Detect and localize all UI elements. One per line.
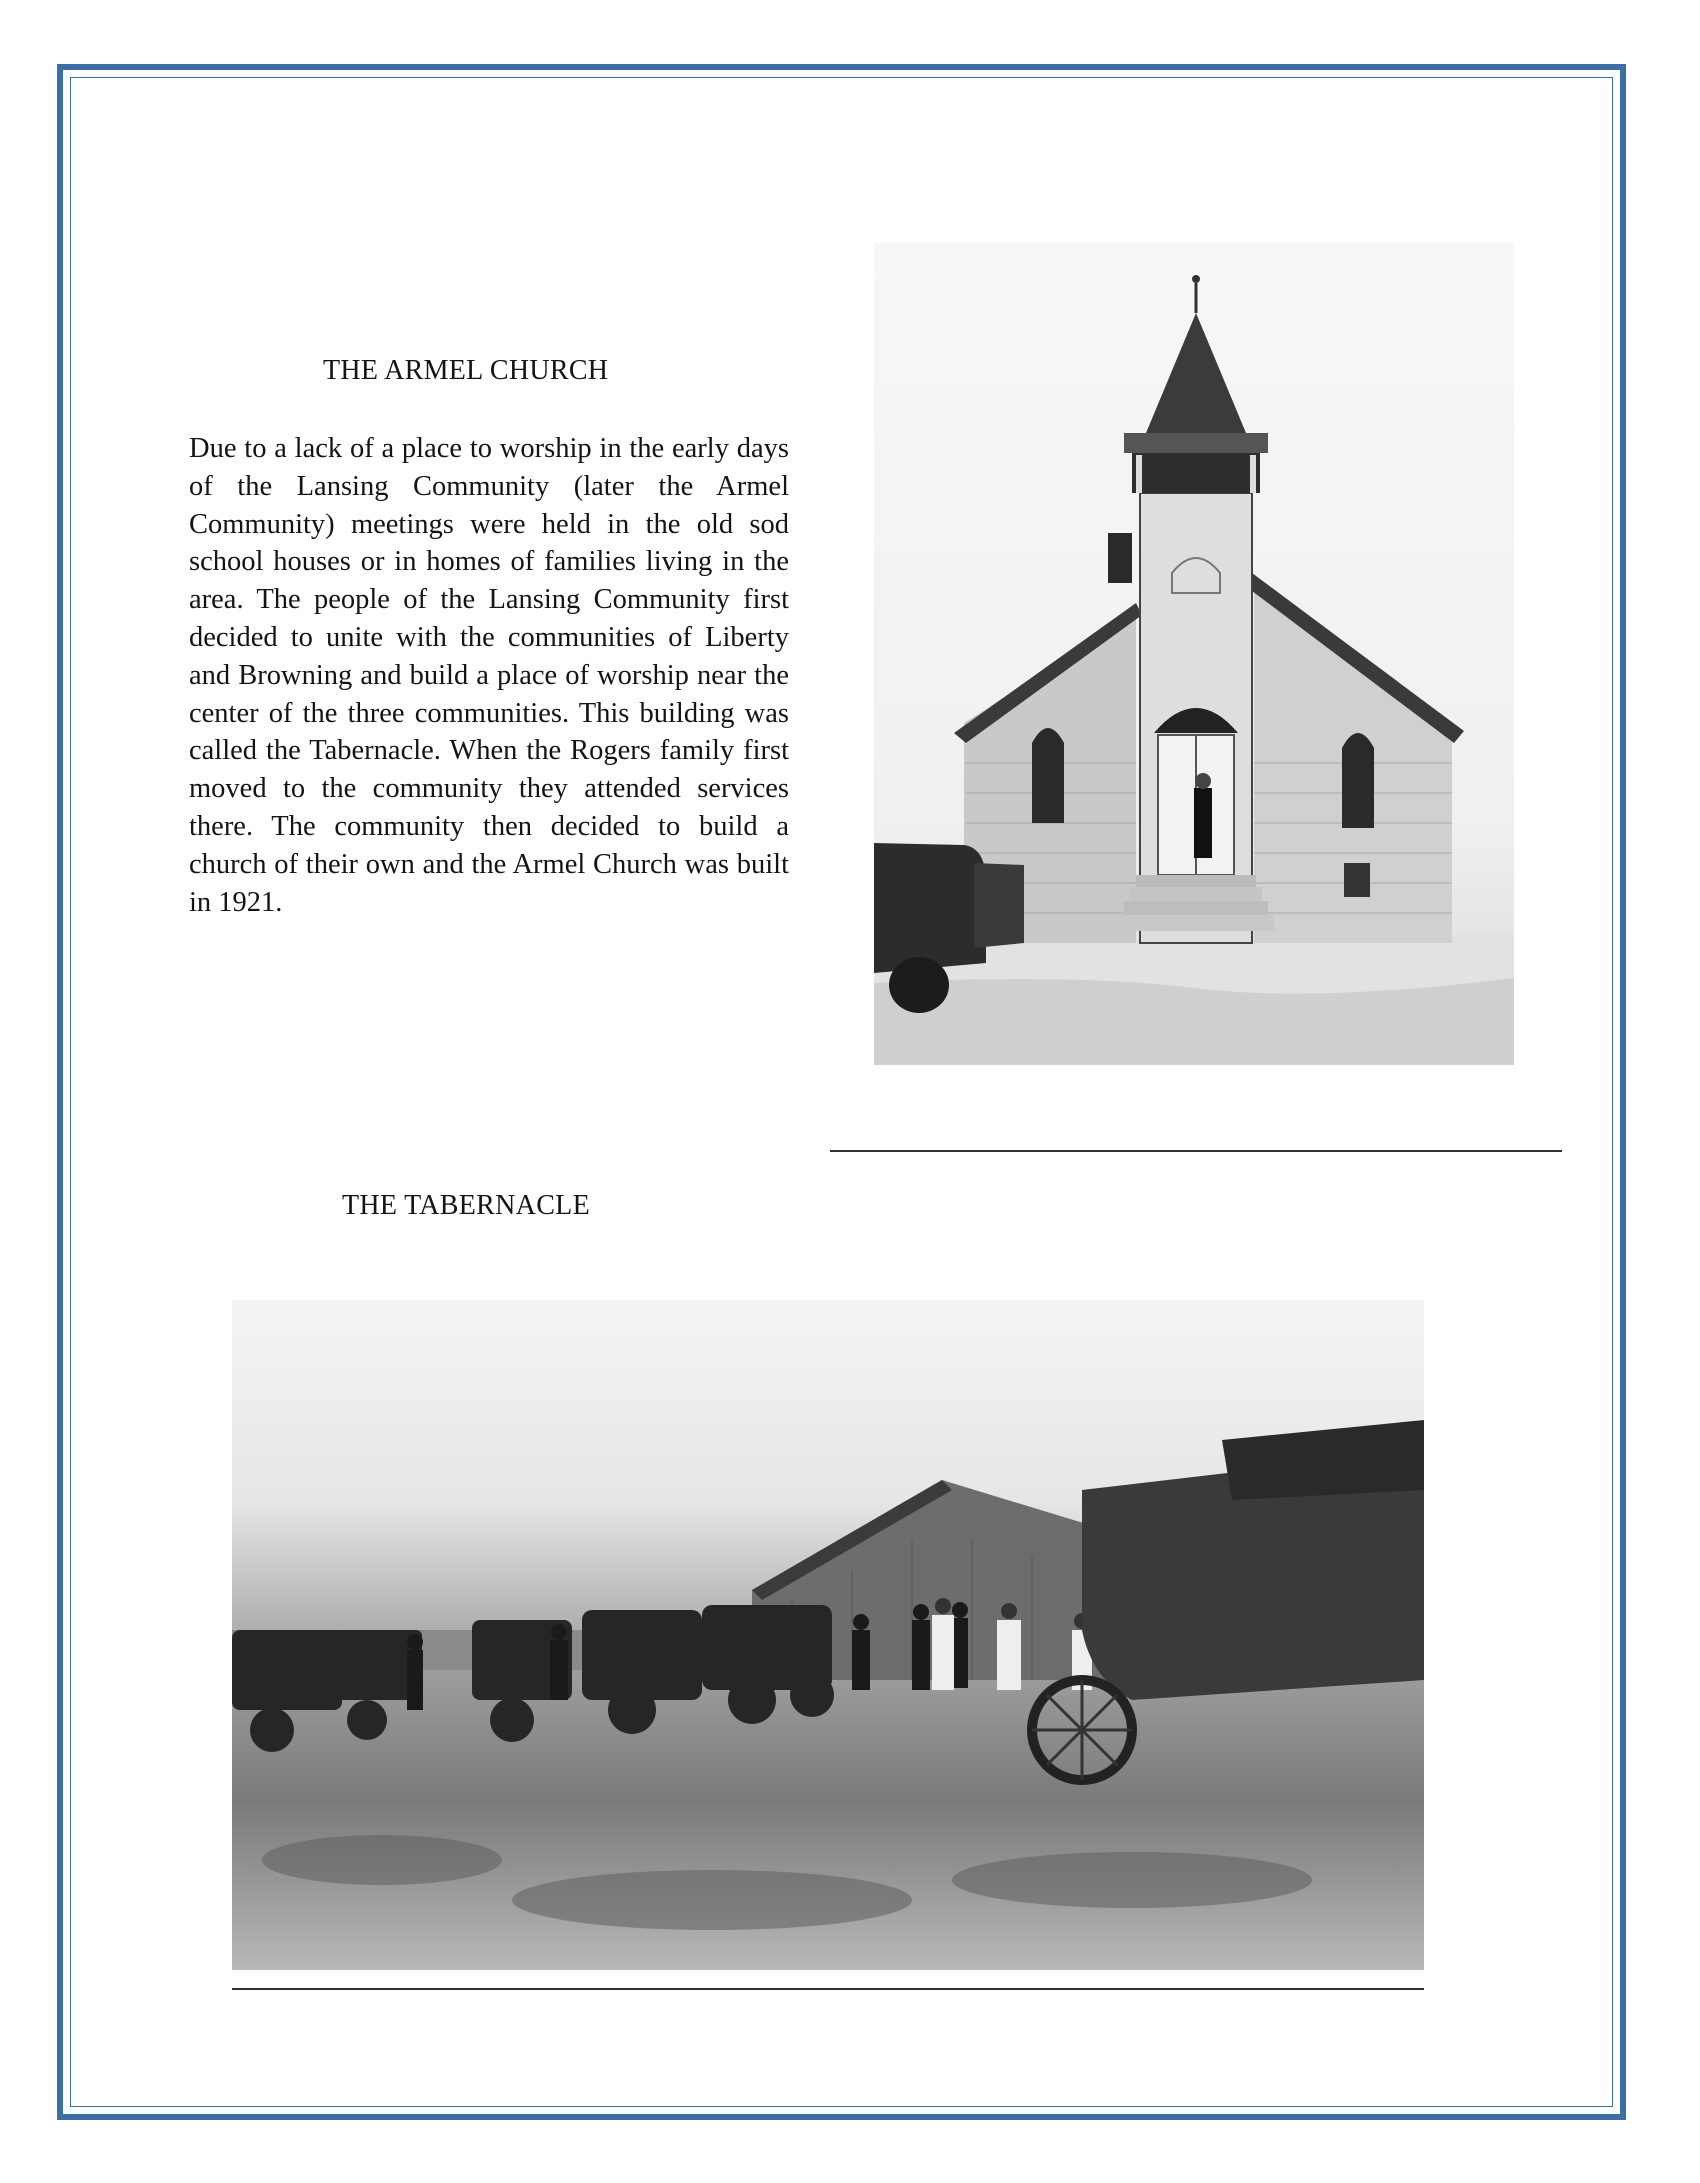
armel-church-heading: THE ARMEL CHURCH bbox=[323, 355, 609, 386]
church-photo-rule bbox=[830, 1150, 1562, 1152]
tabernacle-photo bbox=[232, 1300, 1424, 1970]
tabernacle-photo-rule bbox=[232, 1988, 1424, 1990]
armel-church-photo bbox=[874, 243, 1514, 1065]
tabernacle-heading: THE TABERNACLE bbox=[342, 1190, 590, 1221]
armel-church-text: Due to a lack of a place to worship in the early days of the Lansing Community (later the Armel Community) meetings were held in the old sod school houses or in homes of families living in the area. The people of the Lansing Community first decided to unite with the communities of Liberty and Browning and build a place of worship near the center of the three communities. This building was called the Tabernacle. When the Rogers family first moved to the community they attended services there. The community then decided to build a church of their own and the Armel Church was built in 1921. bbox=[189, 433, 789, 918]
church-illustration bbox=[874, 243, 1514, 1065]
tabernacle-illustration bbox=[232, 1300, 1424, 1970]
